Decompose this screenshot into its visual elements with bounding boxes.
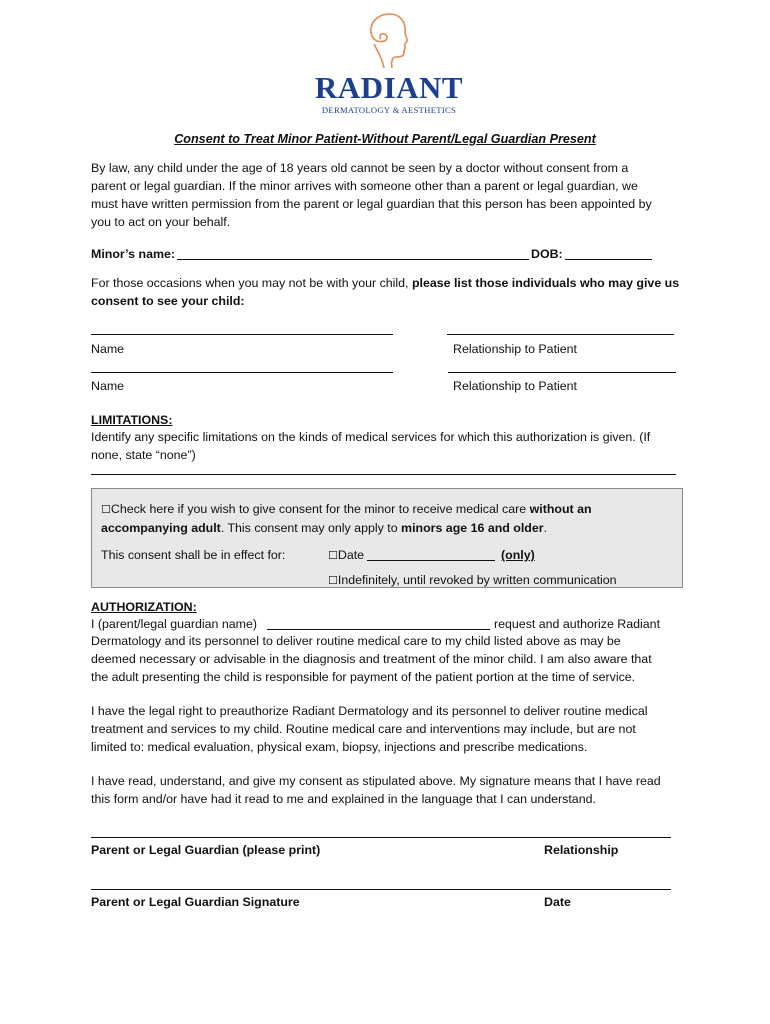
form-title: Consent to Treat Minor Patient-Without Parent/Legal Guardian Present <box>174 132 596 146</box>
logo-subtitle: DERMATOLOGY & AESTHETICS <box>321 105 457 115</box>
relationship-label: Relationship <box>544 843 619 857</box>
guardian-name-field[interactable] <box>267 629 490 630</box>
checkbox-icon[interactable]: ☐ <box>101 503 111 516</box>
name-label-2: Name <box>91 379 125 393</box>
dob-label: DOB: <box>531 247 563 261</box>
intro-line: you to act on your behalf. <box>91 215 231 229</box>
minor-name-label: Minor’s name: <box>91 247 175 261</box>
unaccompanied-consent-box <box>91 488 683 588</box>
effect-date-field[interactable] <box>367 560 495 561</box>
limitations-text <box>91 428 681 464</box>
relationship-label-2: Relationship to Patient <box>453 379 577 393</box>
auth-line: the adult presenting the child is responsible for payment of the patient portion at the time of service. <box>91 670 636 684</box>
limitations-line: none, state “none”) <box>91 448 196 462</box>
limitations-line: Identify any specific limitations on the kinds of medical services for which this authorization is given. (If <box>91 430 651 444</box>
authorization-heading: AUTHORIZATION: <box>91 600 197 614</box>
occasions-paragraph <box>91 274 681 310</box>
intro-line: must have written permission from the parent or legal guardian that this person has been appointed by <box>91 197 652 211</box>
name-label-1: Name <box>91 342 125 356</box>
dob-field[interactable] <box>565 259 652 260</box>
legal-right-paragraph <box>91 702 681 756</box>
face-profile-icon <box>360 10 416 72</box>
date-option: ☐Date <box>328 548 365 562</box>
date-only-label: (only) <box>501 548 535 562</box>
intro-line: By law, any child under the age of 18 years old cannot be seen by a doctor without consent from a <box>91 161 629 175</box>
limitations-heading: LIMITATIONS: <box>91 413 173 427</box>
occasions-text: For those occasions when you may not be with your child, <box>91 276 409 290</box>
relationship-field-1[interactable] <box>447 334 674 335</box>
intro-paragraph <box>91 159 681 231</box>
checkbox-icon[interactable]: ☐ <box>328 574 338 587</box>
indefinite-option: ☐Indefinitely, until revoked by written communication <box>328 573 617 587</box>
relationship-field-2[interactable] <box>448 372 676 373</box>
occasions-bold: please list those individuals who may give us <box>411 276 680 290</box>
auth-line-end: request and authorize Radiant <box>494 617 661 631</box>
unaccompanied-consent-text: ☐Check here if you wish to give consent for the minor to receive medical care without an accompanying adult. This consent may only apply to minors age 16 and older. <box>101 502 592 535</box>
legal-line: limited to: medical evaluation, physical exam, biopsy, injections and prescribe medications. <box>91 740 588 754</box>
relationship-label-1: Relationship to Patient <box>453 342 577 356</box>
legal-line: I have the legal right to preauthorize Radiant Dermatology and its personnel to deliver routine medical <box>91 704 648 718</box>
radiant-logo <box>308 10 470 114</box>
minor-name-field[interactable] <box>177 259 529 260</box>
occasions-bold-2: consent to see your child: <box>91 294 245 308</box>
limitations-field[interactable] <box>91 474 676 475</box>
auth-line: deemed necessary or advisable in the diagnosis and treatment of the minor child. I am also aware that <box>91 652 652 666</box>
guardian-print-label: Parent or Legal Guardian (please print) <box>91 843 321 857</box>
guardian-print-field[interactable] <box>91 837 671 838</box>
auth-line: Dermatology and its personnel to deliver routine medical care to my child listed above as may be <box>91 634 621 648</box>
acknowledgement-paragraph <box>91 772 681 808</box>
date-label: Date <box>544 895 571 909</box>
logo-name: RADIANT <box>314 70 464 105</box>
intro-line: parent or legal guardian. If the minor arrives with someone other than a parent or legal guardian, we <box>91 179 638 193</box>
legal-line: treatment and services to my child. Routine medical care and interventions may include, but are not <box>91 722 636 736</box>
checkbox-icon[interactable]: ☐ <box>328 549 338 562</box>
read-line: this form and/or have had it read to me and explained in the language that I can understand. <box>91 792 596 806</box>
authorization-paragraph <box>91 632 681 686</box>
guardian-signature-label: Parent or Legal Guardian Signature <box>91 895 300 909</box>
read-line: I have read, understand, and give my consent as stipulated above. My signature means that I have read <box>91 774 661 788</box>
name-field-2[interactable] <box>91 372 393 373</box>
guardian-signature-field[interactable] <box>91 889 671 890</box>
name-field-1[interactable] <box>91 334 393 335</box>
auth-line-start: I (parent/legal guardian name) <box>91 617 257 631</box>
effect-label: This consent shall be in effect for: <box>101 548 286 562</box>
